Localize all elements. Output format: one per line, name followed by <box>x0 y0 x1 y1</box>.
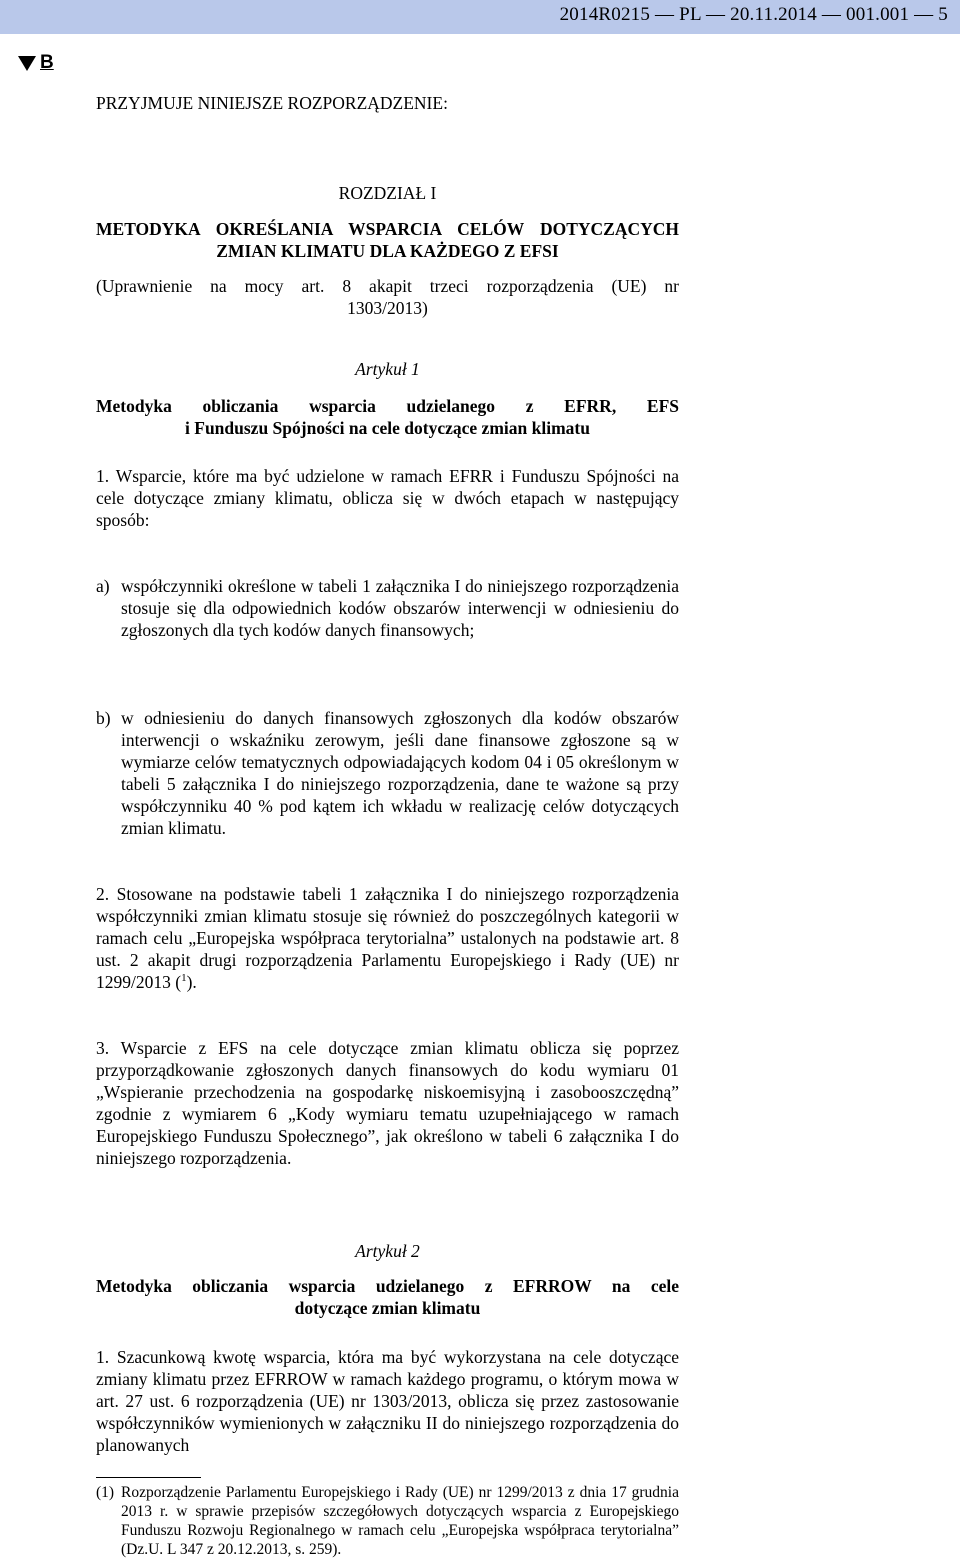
list-item-b-label: b) <box>96 708 111 728</box>
list-item-b <box>96 707 679 839</box>
amendment-marker-label: B <box>40 52 54 73</box>
article1-paragraph2 <box>96 883 679 993</box>
article1-paragraph3: 3. Wsparcie z EFS na cele dotyczące zmian klimatu oblicza się poprzez przyporządkowanie zgłoszonych danych finansowych do kodu wymiaru 01 „Wspieranie przechodzenia na gospodarkę niskoemisyjną i zasobooszczędną” zgodnie z wymiarem 6 „Kody wymiaru tematu uzupełniającego w ramach Europejskiego Funduszu Społecznego”, jak określono w tabeli 6 załącznika I do niniejszego rozporządzenia. <box>96 1038 679 1168</box>
article2-label: Artykuł 2 <box>355 1241 420 1261</box>
article1-title-line1: Metodyka obliczania wsparcia udzielanego z EFRR, EFS <box>96 396 679 416</box>
footnote-text: Rozporządzenie Parlamentu Europejskiego i Rady (UE) nr 1299/2013 z dnia 17 grudnia 2013 r. w sprawie przepisów szczegółowych dotyczących wsparcia z Europejskiego Funduszu Rozwoju Regionalnego w ramach celu „Europejska współpraca terytorialna” (Dz.U. L 347 z 20.12.2013, s. 259). <box>121 1484 679 1558</box>
list-item-a <box>96 575 679 641</box>
article1-paragraph2-text: 2. Stosowane na podstawie tabeli 1 załącznika I do niniejszego rozporządzenia współczynniki zmian klimatu stosuje się również do poszczególnych kategorii w ramach celu „Europejska współpraca terytorialna” ustalonych na podstawie art. 8 ust. 2 akapit drugi rozporządzenia Parlamentu Europejskiego i Rady (UE) nr 1299/2013 ( <box>96 884 679 992</box>
document-reference: 2014R0215 — PL — 20.11.2014 — 001.001 — 5 <box>559 4 948 25</box>
article1-paragraph1: 1. Wsparcie, które ma być udzielone w ramach EFRR i Funduszu Spójności na cele dotyczące zmiany klimatu, oblicza się w dwóch etapach w następujący sposób: <box>96 466 679 530</box>
article2-title-line2: dotyczące zmian klimatu <box>294 1298 481 1318</box>
footnote-reference[interactable]: 1 <box>181 972 187 985</box>
list-item-a-label: a) <box>96 576 110 596</box>
footnote-label: (1) <box>96 1484 115 1501</box>
footnote <box>96 1483 679 1559</box>
chapter-title-line1: METODYKA OKREŚLANIA WSPARCIA CELÓW DOTYCZĄCYCH <box>96 219 679 239</box>
chapter-label: ROZDZIAŁ I <box>338 183 437 203</box>
chapter-basis-line2: 1303/2013) <box>347 298 428 318</box>
triangle-down-icon <box>18 56 36 71</box>
header-bar <box>0 0 960 34</box>
list-item-b-text: w odniesieniu do danych finansowych zgłoszonych dla kodów obszarów interwencji o wskaźniku zerowym, jeśli dane finansowe zgłoszone są w wymiarze celów tematycznych odpowiadających kodom 04 i 05 określonym w tabeli 5 załącznika I do niniejszego rozporządzenia, dane te ważone są przy współczynniku 40 % pod kątem ich wkładu w realizację celów dotyczących zmian klimatu. <box>121 708 679 838</box>
intro-text: PRZYJMUJE NINIEJSZE ROZPORZĄDZENIE: <box>96 93 448 113</box>
article1-paragraph2-end: ). <box>186 972 197 992</box>
article1-label: Artykuł 1 <box>355 359 420 379</box>
footnote-divider <box>96 1477 201 1478</box>
list-item-a-text: współczynniki określone w tabeli 1 załącznika I do niniejszego rozporządzenia stosuje się dla odpowiednich kodów obszarów interwencji w odniesieniu do zgłoszonych dla tych kodów danych finansowych; <box>121 576 679 640</box>
chapter-basis-line1: (Uprawnienie na mocy art. 8 akapit trzeci rozporządzenia (UE) nr <box>96 276 679 296</box>
article2-paragraph1: 1. Szacunkową kwotę wsparcia, która ma być wykorzystana na cele dotyczące zmiany klimatu przez EFRROW w ramach każdego programu, o którym mowa w art. 27 ust. 6 rozporządzenia (UE) nr 1303/2013, oblicza się przez zastosowanie współczynników wymienionych w załączniku II do niniejszego rozporządzenia do planowanych <box>96 1347 679 1455</box>
chapter-title-line2: ZMIAN KLIMATU DLA KAŻDEGO Z EFSI <box>216 241 559 261</box>
amendment-marker <box>18 52 54 74</box>
article2-title-line1: Metodyka obliczania wsparcia udzielanego z EFRROW na cele <box>96 1276 679 1296</box>
article1-title-line2: i Funduszu Spójności na cele dotyczące zmian klimatu <box>185 418 590 438</box>
